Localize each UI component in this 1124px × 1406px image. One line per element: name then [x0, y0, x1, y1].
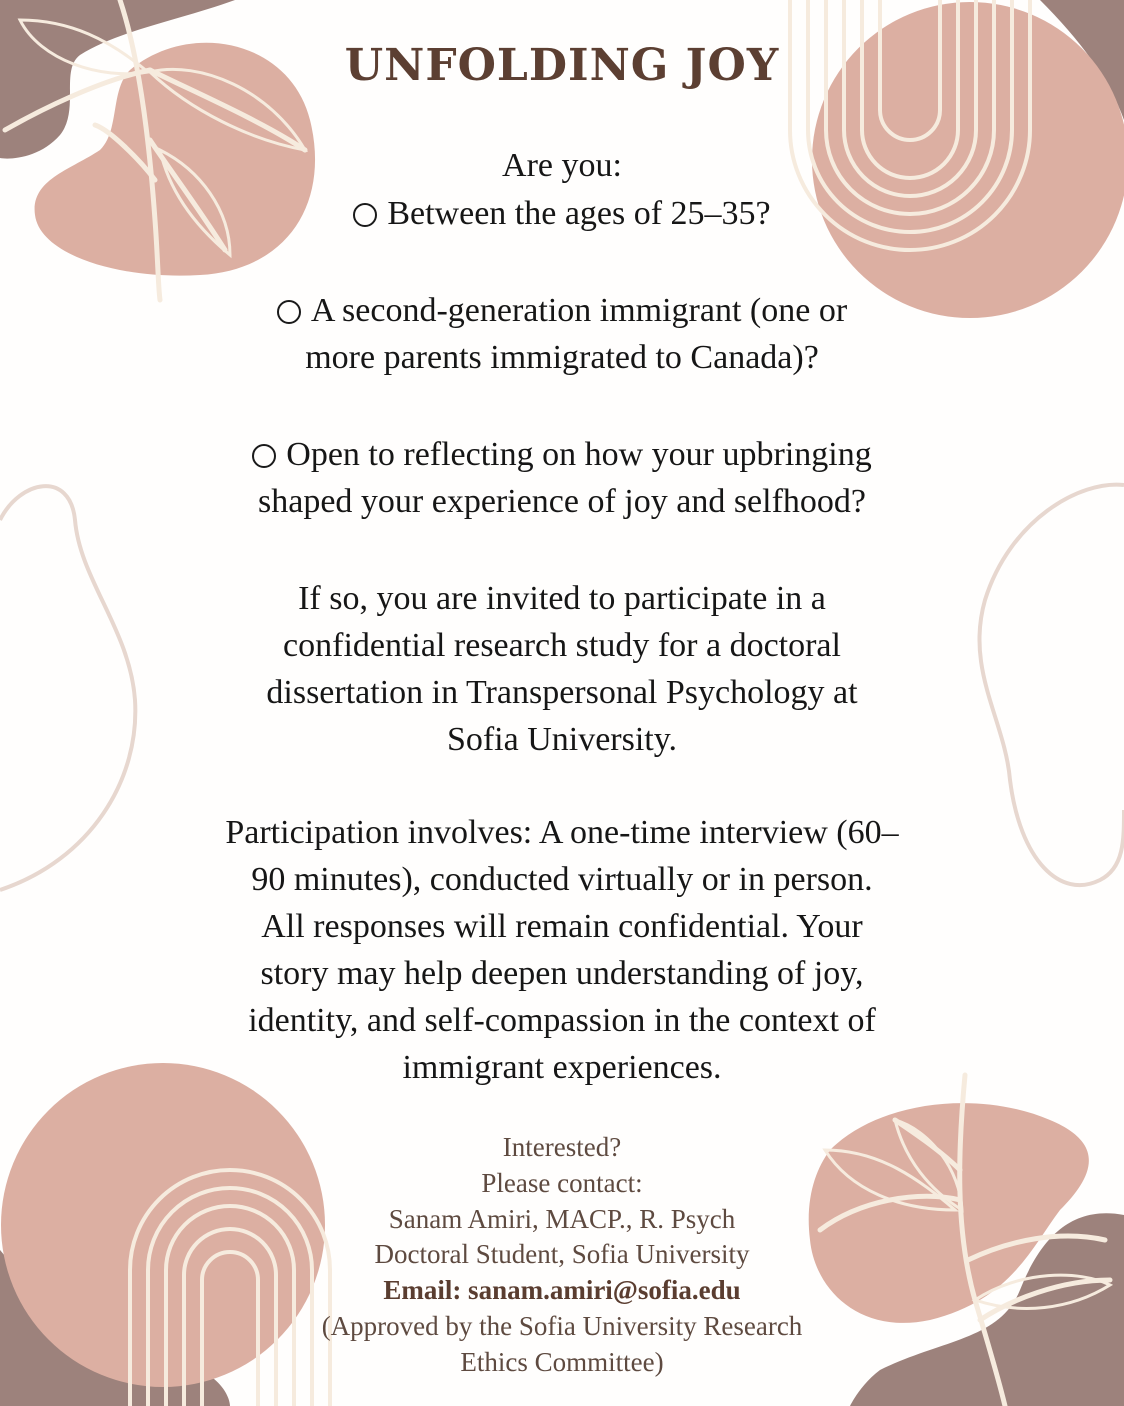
participation-paragraph	[0, 809, 1124, 1091]
radio-circle-icon[interactable]	[277, 300, 301, 324]
participation-line: Participation involves: A one-time interview (60–	[225, 814, 899, 851]
radio-circle-icon[interactable]	[353, 203, 377, 227]
contact-role: Doctoral Student, Sofia University	[374, 1239, 750, 1270]
invitation-line: If so, you are invited to participate in a	[298, 580, 826, 617]
criterion-generation-line1: A second-generation immigrant (one or	[310, 292, 848, 329]
approval-note-line1: (Approved by the Sofia University Research	[321, 1310, 803, 1341]
contact-section	[0, 1130, 1124, 1381]
intro-text: Are you:	[502, 147, 622, 184]
contact-email[interactable]: Email: sanam.amiri@sofia.edu	[383, 1275, 741, 1306]
invitation-line: Sofia University.	[446, 721, 678, 758]
page-title: UNFOLDING JOY	[344, 40, 780, 91]
contact-please: Please contact:	[481, 1167, 643, 1198]
participation-line: immigrant experiences.	[402, 1049, 722, 1086]
invitation-line: dissertation in Transpersonal Psychology at	[266, 674, 858, 711]
criterion-age-text: Between the ages of 25–35?	[387, 195, 771, 232]
criterion-generation	[0, 287, 1124, 381]
invitation-line: confidential research study for a doctoral	[283, 627, 841, 664]
radio-circle-icon[interactable]	[252, 444, 276, 468]
criterion-reflection	[0, 431, 1124, 525]
criterion-generation-line2: more parents immigrated to Canada)?	[305, 339, 819, 376]
criterion-age	[0, 190, 1124, 237]
participation-line: identity, and self-compassion in the context of	[248, 1002, 876, 1039]
invitation-paragraph	[0, 575, 1124, 763]
criterion-reflection-line1: Open to reflecting on how your upbringing	[286, 436, 872, 473]
participation-line: 90 minutes), conducted virtually or in person.	[251, 861, 873, 898]
participation-line: story may help deepen understanding of joy,	[260, 955, 864, 992]
contact-interested: Interested?	[502, 1132, 622, 1162]
participation-line: All responses will remain confidential. Your	[261, 908, 863, 945]
approval-note-line2: Ethics Committee)	[460, 1346, 664, 1377]
criterion-reflection-line2: shaped your experience of joy and selfhood?	[258, 483, 866, 520]
contact-name: Sanam Amiri, MACP., R. Psych	[388, 1203, 736, 1234]
